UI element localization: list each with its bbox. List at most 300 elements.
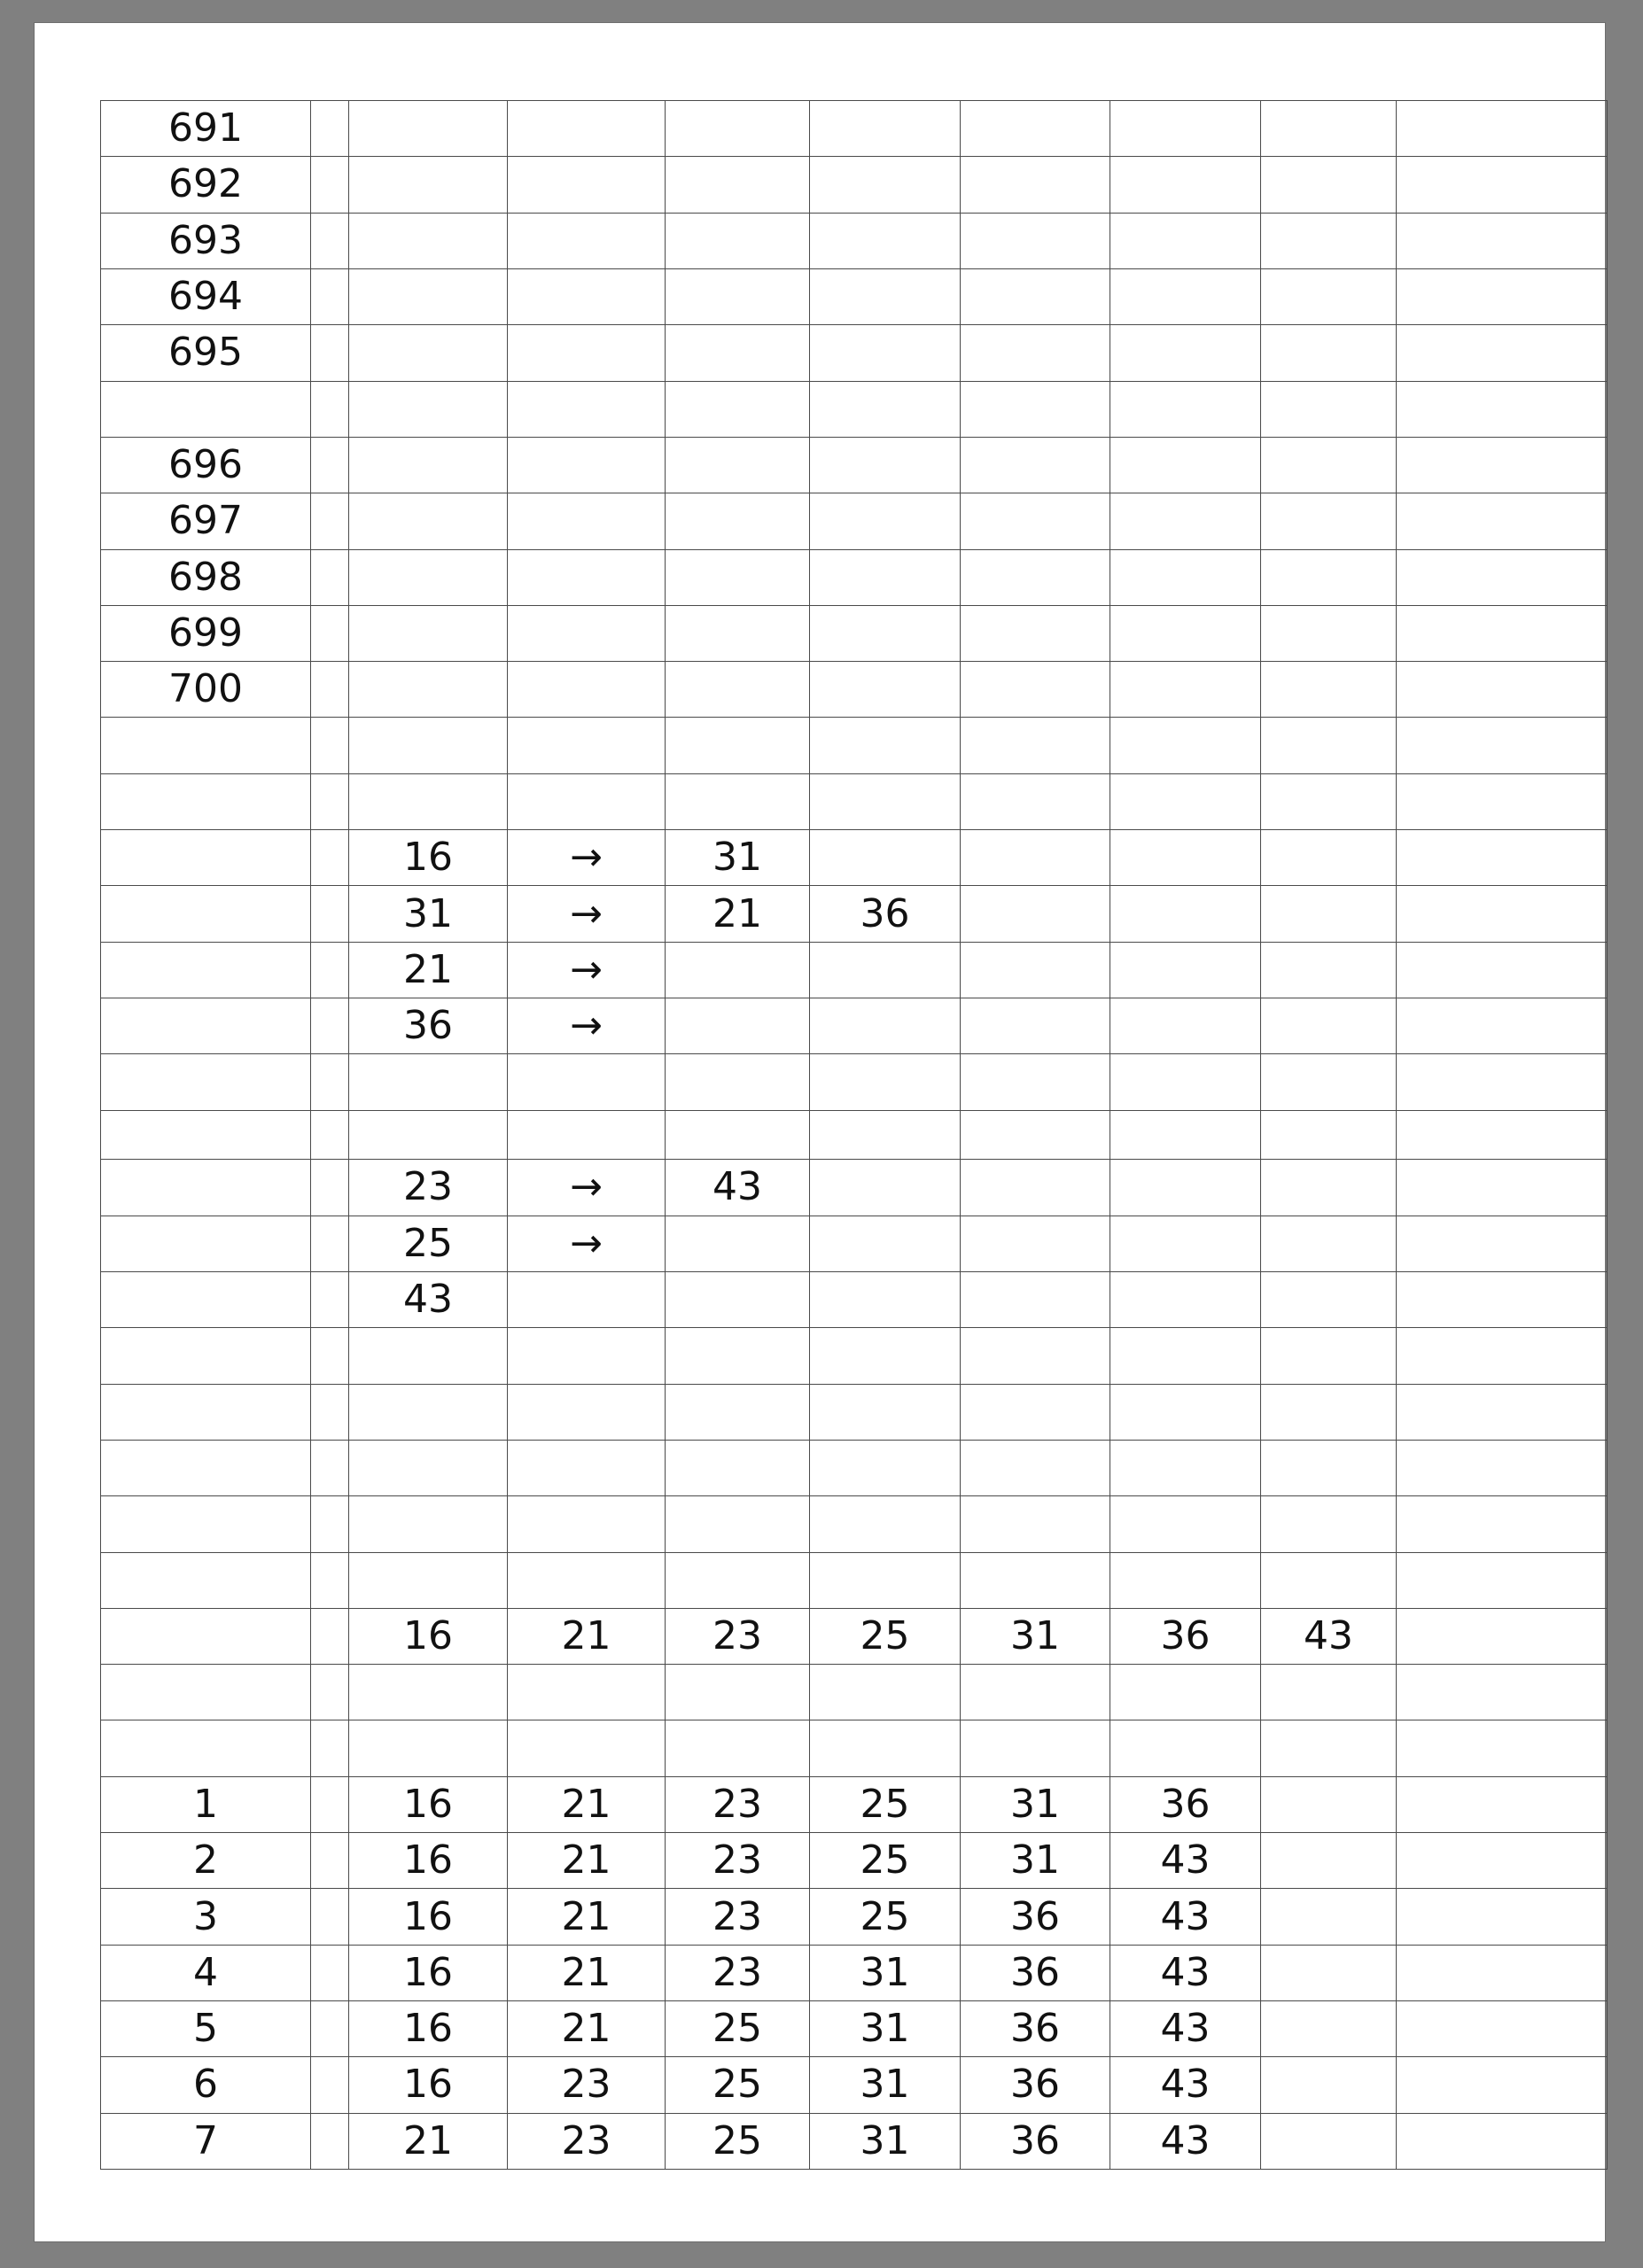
row-label-cell — [101, 381, 311, 437]
grid-cell — [1261, 1833, 1397, 1889]
grid-cell — [666, 213, 810, 268]
grid-cell — [666, 662, 810, 718]
row-label-cell: 2 — [101, 1833, 311, 1889]
grid-cell — [810, 1328, 961, 1384]
grid-row — [101, 381, 1608, 437]
grid-cell — [349, 101, 508, 157]
grid-cell — [1397, 1833, 1608, 1889]
grid-cell — [961, 942, 1110, 998]
grid-cell — [810, 1216, 961, 1271]
grid-cell — [311, 1665, 349, 1720]
grid-cell — [311, 2001, 349, 2057]
grid-cell: 16 — [349, 1889, 508, 1945]
grid-cell: 31 — [810, 1945, 961, 2000]
grid-cell — [311, 381, 349, 437]
grid-cell — [1110, 605, 1261, 661]
grid-cell — [666, 998, 810, 1054]
grid-cell: 31 — [810, 2001, 961, 2057]
grid-cell — [508, 1440, 666, 1495]
grid-cell — [508, 157, 666, 213]
grid-cell — [1110, 942, 1261, 998]
grid-cell — [1110, 998, 1261, 1054]
grid-cell: → — [508, 830, 666, 886]
grid-row — [101, 1160, 1608, 1216]
grid-row — [101, 1216, 1608, 1271]
grid-cell — [349, 549, 508, 605]
grid-cell — [311, 1216, 349, 1271]
grid-cell — [666, 605, 810, 661]
row-label-cell: 692 — [101, 157, 311, 213]
grid-cell — [311, 1608, 349, 1664]
grid-cell — [311, 2057, 349, 2113]
grid-cell — [1397, 1271, 1608, 1327]
grid-cell: 21 — [508, 2001, 666, 2057]
grid-cell: 31 — [810, 2113, 961, 2169]
grid-cell — [1397, 1440, 1608, 1495]
grid-cell — [1261, 718, 1397, 773]
grid-cell — [666, 1384, 810, 1440]
grid-cell — [810, 662, 961, 718]
row-label-cell: 6 — [101, 2057, 311, 2113]
grid-cell — [961, 1160, 1110, 1216]
grid-cell — [311, 268, 349, 324]
grid-cell — [810, 493, 961, 549]
grid-cell — [666, 1110, 810, 1160]
grid-cell — [508, 1384, 666, 1440]
grid-cell — [1397, 2057, 1608, 2113]
grid-cell — [1397, 1945, 1608, 2000]
grid-cell — [1261, 942, 1397, 998]
grid-cell — [810, 268, 961, 324]
grid-cell: 43 — [1110, 2113, 1261, 2169]
grid-cell — [961, 325, 1110, 381]
grid-cell: → — [508, 886, 666, 942]
grid-cell: 16 — [349, 1945, 508, 2000]
row-label-cell: 700 — [101, 662, 311, 718]
grid-cell — [666, 1665, 810, 1720]
grid-cell — [311, 718, 349, 773]
grid-cell — [311, 1889, 349, 1945]
grid-cell — [1110, 1720, 1261, 1776]
grid-cell — [311, 157, 349, 213]
grid-row — [101, 1440, 1608, 1495]
grid-cell — [311, 1552, 349, 1608]
grid-cell: 36 — [1110, 1776, 1261, 1832]
grid-cell — [311, 1110, 349, 1160]
grid-cell — [961, 1496, 1110, 1552]
grid-cell — [311, 662, 349, 718]
grid-cell — [1261, 437, 1397, 493]
grid-cell: 21 — [508, 1889, 666, 1945]
grid-cell — [810, 1271, 961, 1327]
grid-row — [101, 718, 1608, 773]
row-label-cell — [101, 1384, 311, 1440]
grid-cell — [810, 1552, 961, 1608]
row-label-cell: 698 — [101, 549, 311, 605]
grid-cell: 21 — [349, 2113, 508, 2169]
grid-cell — [311, 1945, 349, 2000]
grid-row — [101, 886, 1608, 942]
grid-cell — [1397, 437, 1608, 493]
row-label-cell — [101, 1110, 311, 1160]
grid-cell — [810, 1440, 961, 1495]
grid-cell: 25 — [666, 2113, 810, 2169]
grid-cell: 21 — [349, 942, 508, 998]
grid-cell: → — [508, 1216, 666, 1271]
grid-row — [101, 1889, 1608, 1945]
grid-cell — [311, 2113, 349, 2169]
grid-cell — [349, 437, 508, 493]
grid-cell — [1110, 1440, 1261, 1495]
grid-row — [101, 942, 1608, 998]
grid-cell: 31 — [666, 830, 810, 886]
grid-cell — [1261, 268, 1397, 324]
grid-cell: 31 — [961, 1776, 1110, 1832]
grid-cell — [810, 437, 961, 493]
grid-row — [101, 605, 1608, 661]
grid-row — [101, 493, 1608, 549]
grid-cell — [311, 1720, 349, 1776]
grid-row — [101, 1776, 1608, 1832]
number-grid — [100, 100, 1608, 2170]
grid-cell — [666, 1216, 810, 1271]
grid-cell — [1397, 157, 1608, 213]
grid-cell — [311, 830, 349, 886]
row-label-cell: 699 — [101, 605, 311, 661]
grid-row — [101, 2057, 1608, 2113]
grid-cell: 16 — [349, 1833, 508, 1889]
grid-cell — [1261, 2001, 1397, 2057]
grid-cell — [666, 718, 810, 773]
grid-cell — [1261, 1889, 1397, 1945]
grid-cell — [666, 773, 810, 829]
grid-cell — [508, 268, 666, 324]
grid-cell — [1110, 1216, 1261, 1271]
grid-cell — [810, 942, 961, 998]
grid-cell — [1110, 381, 1261, 437]
grid-cell — [810, 325, 961, 381]
grid-cell — [961, 1440, 1110, 1495]
grid-cell — [349, 1496, 508, 1552]
grid-cell — [1110, 157, 1261, 213]
grid-cell — [349, 718, 508, 773]
grid-row — [101, 1720, 1608, 1776]
grid-cell: 31 — [961, 1833, 1110, 1889]
grid-cell — [508, 1665, 666, 1720]
grid-cell — [1110, 437, 1261, 493]
grid-cell — [349, 157, 508, 213]
grid-cell — [508, 1271, 666, 1327]
grid-cell — [666, 1496, 810, 1552]
grid-cell — [311, 437, 349, 493]
document-page — [35, 23, 1605, 2241]
grid-cell — [666, 1440, 810, 1495]
grid-cell — [666, 157, 810, 213]
grid-cell — [508, 1110, 666, 1160]
grid-cell — [810, 718, 961, 773]
row-label-cell: 7 — [101, 2113, 311, 2169]
grid-cell — [1261, 2057, 1397, 2113]
grid-cell — [810, 381, 961, 437]
grid-row — [101, 1496, 1608, 1552]
grid-cell — [1261, 1110, 1397, 1160]
grid-cell — [1397, 101, 1608, 157]
grid-cell — [810, 101, 961, 157]
grid-row — [101, 1665, 1608, 1720]
grid-cell — [961, 830, 1110, 886]
grid-cell — [810, 157, 961, 213]
grid-cell — [1397, 718, 1608, 773]
row-label-cell — [101, 1440, 311, 1495]
grid-cell — [961, 1054, 1110, 1110]
grid-cell — [666, 1552, 810, 1608]
grid-cell — [349, 325, 508, 381]
grid-cell — [1261, 381, 1397, 437]
grid-row — [101, 1328, 1608, 1384]
grid-cell — [311, 493, 349, 549]
grid-cell — [1261, 1720, 1397, 1776]
grid-cell — [1397, 1496, 1608, 1552]
grid-cell — [961, 605, 1110, 661]
grid-cell — [1110, 1384, 1261, 1440]
grid-cell — [349, 1110, 508, 1160]
grid-cell — [810, 1054, 961, 1110]
grid-cell — [1397, 1608, 1608, 1664]
grid-cell: 16 — [349, 1608, 508, 1664]
grid-cell: 16 — [349, 830, 508, 886]
grid-cell — [1397, 1776, 1608, 1832]
grid-cell — [508, 605, 666, 661]
grid-cell — [1110, 718, 1261, 773]
grid-row — [101, 1110, 1608, 1160]
grid-cell — [1261, 1665, 1397, 1720]
grid-cell — [810, 1110, 961, 1160]
grid-cell: 23 — [349, 1160, 508, 1216]
grid-cell: 43 — [1110, 1945, 1261, 2000]
row-label-cell — [101, 1608, 311, 1664]
grid-cell — [810, 1665, 961, 1720]
grid-cell: 36 — [961, 1945, 1110, 2000]
grid-cell — [349, 381, 508, 437]
grid-cell — [349, 1328, 508, 1384]
grid-cell: → — [508, 942, 666, 998]
grid-row — [101, 1945, 1608, 2000]
grid-cell — [810, 998, 961, 1054]
grid-cell — [1261, 1216, 1397, 1271]
grid-cell — [508, 1328, 666, 1384]
grid-cell — [1397, 2113, 1608, 2169]
grid-cell — [311, 325, 349, 381]
grid-cell — [810, 830, 961, 886]
grid-cell — [1397, 213, 1608, 268]
grid-cell — [810, 213, 961, 268]
grid-cell: → — [508, 998, 666, 1054]
grid-cell — [1261, 998, 1397, 1054]
grid-cell: 23 — [666, 1608, 810, 1664]
grid-cell — [1110, 1496, 1261, 1552]
row-label-cell — [101, 1496, 311, 1552]
grid-cell — [508, 549, 666, 605]
grid-cell: 23 — [508, 2057, 666, 2113]
grid-cell — [1261, 213, 1397, 268]
grid-cell — [349, 213, 508, 268]
grid-cell — [961, 1665, 1110, 1720]
grid-cell: 25 — [349, 1216, 508, 1271]
grid-cell: 23 — [666, 1776, 810, 1832]
row-label-cell — [101, 773, 311, 829]
grid-cell — [961, 381, 1110, 437]
grid-cell — [810, 1496, 961, 1552]
grid-cell — [961, 1384, 1110, 1440]
grid-cell: 43 — [349, 1271, 508, 1327]
row-label-cell — [101, 942, 311, 998]
grid-cell — [1397, 773, 1608, 829]
grid-cell — [961, 437, 1110, 493]
grid-cell — [1110, 268, 1261, 324]
grid-cell: 36 — [1110, 1608, 1261, 1664]
row-label-cell: 696 — [101, 437, 311, 493]
grid-cell — [961, 493, 1110, 549]
grid-cell — [961, 157, 1110, 213]
grid-cell: 36 — [810, 886, 961, 942]
grid-cell: 43 — [1110, 2001, 1261, 2057]
grid-row — [101, 2113, 1608, 2169]
row-label-cell — [101, 1328, 311, 1384]
grid-cell — [311, 605, 349, 661]
grid-cell — [508, 213, 666, 268]
grid-cell: 21 — [508, 1833, 666, 1889]
grid-cell — [1397, 1216, 1608, 1271]
grid-cell — [311, 1328, 349, 1384]
grid-cell — [508, 1552, 666, 1608]
grid-cell — [666, 1271, 810, 1327]
grid-cell — [508, 437, 666, 493]
grid-cell — [961, 213, 1110, 268]
row-label-cell: 691 — [101, 101, 311, 157]
grid-cell: 31 — [961, 1608, 1110, 1664]
grid-cell: 43 — [666, 1160, 810, 1216]
row-label-cell — [101, 998, 311, 1054]
grid-cell — [961, 1271, 1110, 1327]
grid-cell: 23 — [666, 1889, 810, 1945]
grid-row — [101, 998, 1608, 1054]
grid-cell — [1110, 662, 1261, 718]
grid-cell — [961, 886, 1110, 942]
grid-cell — [1397, 605, 1608, 661]
row-label-cell: 4 — [101, 1945, 311, 2000]
grid-cell — [1397, 381, 1608, 437]
grid-cell — [1261, 1945, 1397, 2000]
grid-cell: 36 — [961, 2057, 1110, 2113]
grid-cell — [810, 605, 961, 661]
grid-cell: 16 — [349, 2057, 508, 2113]
grid-cell — [311, 998, 349, 1054]
grid-cell — [311, 1160, 349, 1216]
grid-cell — [1110, 886, 1261, 942]
grid-cell — [508, 1054, 666, 1110]
row-label-cell: 694 — [101, 268, 311, 324]
row-label-cell — [101, 1216, 311, 1271]
row-label-cell — [101, 1054, 311, 1110]
grid-cell: 25 — [810, 1889, 961, 1945]
grid-cell — [1110, 1110, 1261, 1160]
grid-row — [101, 773, 1608, 829]
grid-cell — [666, 268, 810, 324]
grid-cell: 23 — [666, 1833, 810, 1889]
grid-cell: → — [508, 1160, 666, 1216]
grid-cell: 25 — [810, 1833, 961, 1889]
grid-cell — [1261, 549, 1397, 605]
grid-cell — [508, 493, 666, 549]
grid-cell — [666, 325, 810, 381]
grid-row — [101, 101, 1608, 157]
grid-cell: 31 — [810, 2057, 961, 2113]
grid-row — [101, 1384, 1608, 1440]
grid-cell — [1397, 1110, 1608, 1160]
grid-cell — [666, 1054, 810, 1110]
grid-cell: 25 — [666, 2057, 810, 2113]
grid-cell — [311, 1776, 349, 1832]
row-label-cell — [101, 1271, 311, 1327]
grid-row — [101, 157, 1608, 213]
grid-cell — [666, 101, 810, 157]
grid-cell — [349, 268, 508, 324]
grid-cell — [666, 381, 810, 437]
grid-cell — [508, 773, 666, 829]
grid-cell — [1110, 213, 1261, 268]
grid-cell — [1261, 1496, 1397, 1552]
grid-cell — [349, 1440, 508, 1495]
grid-cell — [961, 662, 1110, 718]
grid-cell — [961, 1216, 1110, 1271]
grid-cell: 21 — [508, 1776, 666, 1832]
grid-cell — [1261, 662, 1397, 718]
grid-cell — [1110, 1271, 1261, 1327]
grid-cell — [349, 1552, 508, 1608]
grid-row — [101, 1608, 1608, 1664]
grid-cell: 43 — [1110, 2057, 1261, 2113]
grid-cell — [508, 1720, 666, 1776]
grid-cell — [810, 1720, 961, 1776]
grid-cell — [1261, 157, 1397, 213]
grid-cell — [666, 437, 810, 493]
grid-row — [101, 1054, 1608, 1110]
grid-cell — [1261, 1271, 1397, 1327]
grid-cell — [311, 213, 349, 268]
grid-cell — [1261, 1328, 1397, 1384]
grid-cell — [1261, 2113, 1397, 2169]
grid-cell — [311, 1833, 349, 1889]
grid-cell — [1261, 886, 1397, 942]
grid-cell: 36 — [961, 1889, 1110, 1945]
grid-cell — [508, 325, 666, 381]
grid-body — [101, 101, 1608, 2170]
grid-row — [101, 830, 1608, 886]
grid-cell — [666, 493, 810, 549]
row-label-cell: 697 — [101, 493, 311, 549]
grid-cell — [1261, 773, 1397, 829]
grid-cell — [311, 1054, 349, 1110]
grid-cell — [810, 1384, 961, 1440]
grid-cell — [1110, 1160, 1261, 1216]
grid-cell — [666, 1328, 810, 1384]
grid-cell: 23 — [666, 1945, 810, 2000]
grid-cell — [961, 1552, 1110, 1608]
grid-cell — [1397, 325, 1608, 381]
grid-cell: 43 — [1261, 1608, 1397, 1664]
grid-cell — [311, 1440, 349, 1495]
grid-cell: 43 — [1110, 1889, 1261, 1945]
